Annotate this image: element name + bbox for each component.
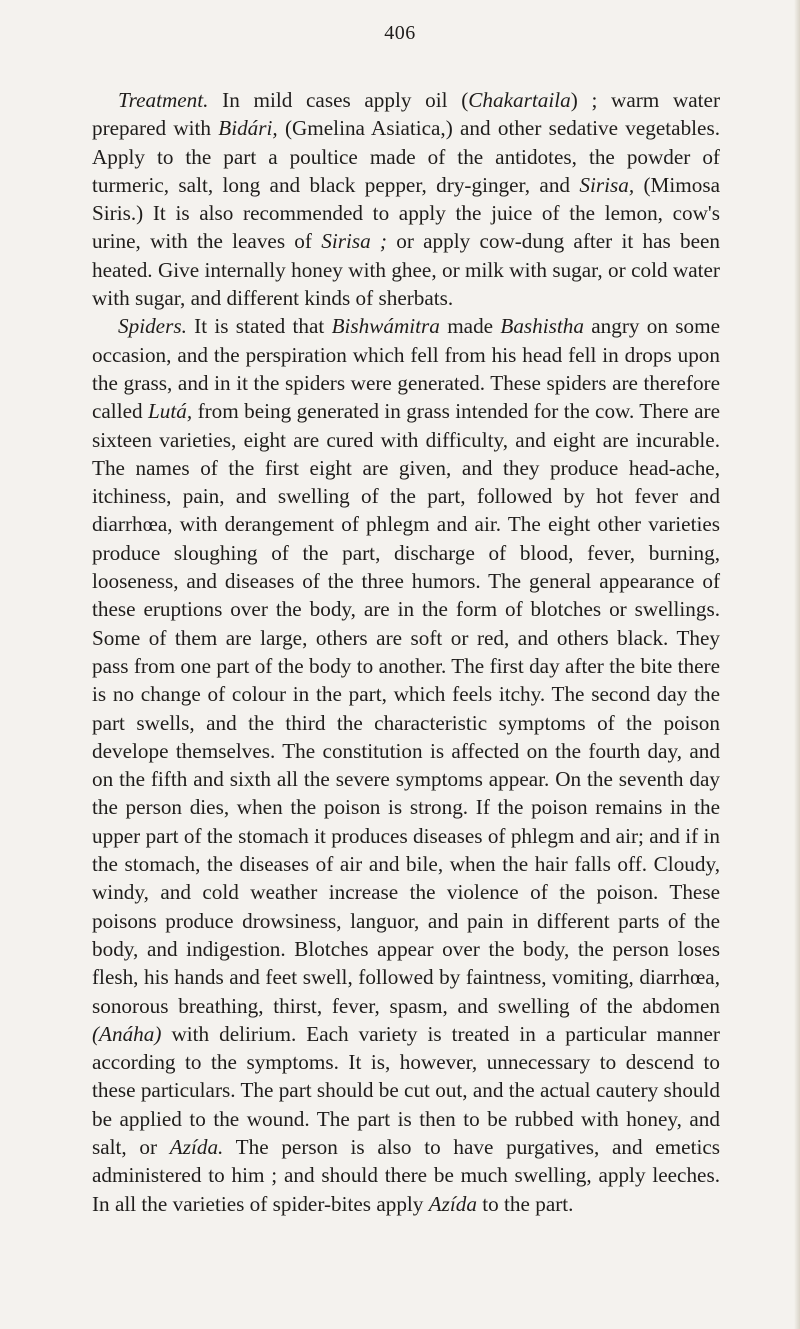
italic-text: Chakartaila <box>468 88 571 112</box>
text-run: from being generated in grass intended for the cow. There are sixteen varieties, eight are cured with difficulty, and eight are incurable. The names of the first eight are given, and they produce head-ache, itchiness, pain, and swelling of the part, followed by hot fever and diarrhœa, with derangement of phlegm and air. The eight other varieties produce sloughing of the part, discharge of blood, fever, burning, looseness, and diseases of the three humors. The general appearance of these eruptions over the body, are in the form of blotches or swellings. Some of them are large, others are soft or red, and others black. They pass from one part of the body to another. The first day after the bite there is no change of colour in the part, which feels itchy. The second day the part swells, and the third the characteristic symptoms of the poison develope themselves. The constitution is affected on the fourth day, and on the fifth and sixth all the severe symptoms appear. On the seventh day the person dies, when the poison is strong. If the poison remains in the upper part of the stomach it produces diseases of phlegm and air; and if in the stomach, the diseases of air and bile, when the hair falls off. Cloudy, windy, and cold weather increase the violence of the poison. These poisons produce drowsiness, languor, and pain in different parts of the body, and indigestion. Blotches appear over the body, the person loses flesh, his hands and feet swell, followed by faintness, vomiting, diarrhœa, sonorous breathing, thirst, fever, spasm, and swelling of the abdomen <box>92 399 720 1018</box>
italic-text: (Anáha) <box>92 1021 162 1046</box>
page-edge-shadow <box>794 0 800 1329</box>
text-run: with delirium. Each variety is treated in a particular manner according to the symptoms. It is, however, unnecessary to descend to these particulars. The part should be cut out, and the actual cautery should be applied to the wound. The part is then to be rubbed with honey, and salt, or <box>92 1021 720 1159</box>
text-run: (Gmelina Asiatica,) and other sedative vegetables. Apply to the part a poultice made of the antidotes, the powder of turmeric, salt, long and black pepper, dry-ginger, and <box>92 116 720 197</box>
italic-text: Sirisa, <box>579 172 635 197</box>
italic-text: Sirisa ; <box>321 229 387 254</box>
italic-text: Bashistha <box>500 314 584 339</box>
text-run: angry on some occasion, and the perspiration which fell from his head fell in drops upon the grass, and in it the spiders were generated. These spiders are therefore called <box>92 314 720 424</box>
text-run: In mild cases apply oil ( <box>208 88 469 112</box>
italic-text: Lutá, <box>148 399 193 424</box>
paragraph-spiders <box>92 312 720 1218</box>
italic-text: Bishwámitra <box>331 314 440 339</box>
italic-text: Azída. <box>169 1134 224 1159</box>
italic-text: Treatment. <box>118 88 209 112</box>
italic-text: Spiders. <box>118 314 187 339</box>
text-run: (Mimosa Siris.) It is also recommended to apply the juice of the lemon, cow's urine, with the leaves of <box>92 172 720 254</box>
italic-text: Bidári, <box>218 116 278 141</box>
text-run: to the part. <box>476 1191 574 1216</box>
text-run: ) ; warm water prepared with <box>92 88 720 141</box>
body-text <box>92 86 720 1218</box>
text-run: made <box>439 314 501 339</box>
text-run: or apply cow-dung after it has been heated. Give internally honey with ghee, or milk with sugar, or cold water with sugar, and different kinds of sherbats. <box>92 229 720 311</box>
text-run: The person is also to have purgatives, and emetics administered to him ; and should there be much swelling, apply leeches. In all the varieties of spider-bites apply <box>92 1134 720 1216</box>
paragraph-treatment <box>92 86 720 312</box>
text-run: It is stated that <box>186 314 332 339</box>
page-number: 406 <box>384 22 416 44</box>
italic-text: Azída <box>428 1191 477 1216</box>
